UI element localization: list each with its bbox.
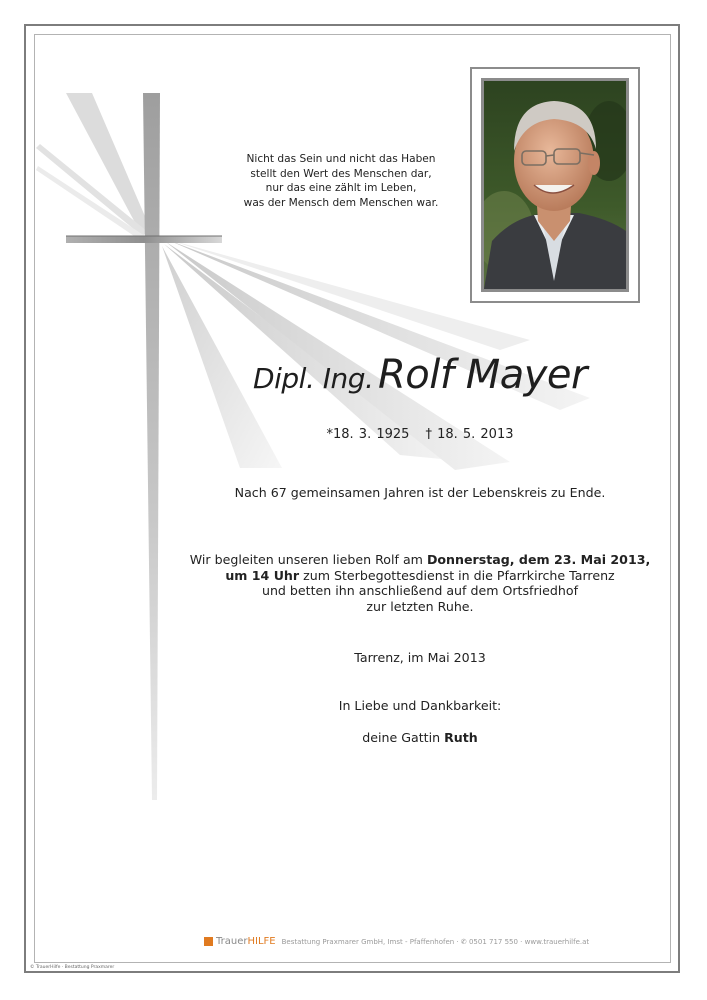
logo-text-hilfe: HILFE <box>247 936 276 947</box>
place-date: Tarrenz, im Mai 2013 <box>354 650 486 665</box>
death-date: † 18. 5. 2013 <box>425 427 514 442</box>
portrait-photo <box>481 78 629 292</box>
poem-line: Nicht das Sein und nicht das Haben <box>246 153 436 165</box>
ray-upper-1 <box>66 93 150 232</box>
poem-line: stellt den Wert des Menschen dar, <box>250 167 432 180</box>
full-name: Rolf Mayer <box>378 352 587 398</box>
funeral-line-3: und betten ihn anschließend auf dem Ortsfriedhof <box>261 583 579 599</box>
message-line: Nach 67 gemeinsamen Jahren ist der Lebenskreis zu Ende. <box>234 485 606 500</box>
signature: deine Gattin Ruth <box>362 730 478 745</box>
logo-icon <box>204 937 213 946</box>
funeral-line-4: zur letzten Ruhe. <box>366 598 474 614</box>
footer-imprint <box>204 936 589 947</box>
footer-details: Bestattung Praxmarer GmbH, Imst - Pfaffenhofen · ✆ 0501 717 550 · www.trauerhilfe.at <box>281 937 590 946</box>
cross-horizontal-beam <box>66 236 222 243</box>
deceased-name <box>200 352 640 398</box>
funeral-line-2: um 14 Uhr zum Sterbegottesdienst in die Pfarrkirche Tarrenz <box>225 567 615 583</box>
portrait-illustration <box>484 81 626 289</box>
life-dates <box>300 427 540 442</box>
memorial-poem <box>196 152 486 210</box>
logo-text-trauer: Trauer <box>216 936 248 947</box>
copyright-note: © TrauerHilfe · Bestattung Praxmarer <box>30 965 115 970</box>
portrait-frame <box>470 67 640 303</box>
poem-line: nur das eine zählt im Leben, <box>265 182 417 195</box>
poem-line: was der Mensch dem Menschen war. <box>243 196 439 209</box>
birth-date: *18. 3. 1925 <box>326 427 410 442</box>
closing-text: In Liebe und Dankbarkeit: <box>338 698 502 713</box>
funeral-line-1: Wir begleiten unseren lieben Rolf am Donnerstag, dem 23. Mai 2013, <box>189 552 651 567</box>
message-text <box>160 485 680 501</box>
signature-name: Ruth <box>444 730 478 745</box>
cross-vertical-beam <box>143 93 160 800</box>
funeral-announcement <box>160 552 680 614</box>
academic-title: Dipl. Ing. <box>253 362 374 395</box>
